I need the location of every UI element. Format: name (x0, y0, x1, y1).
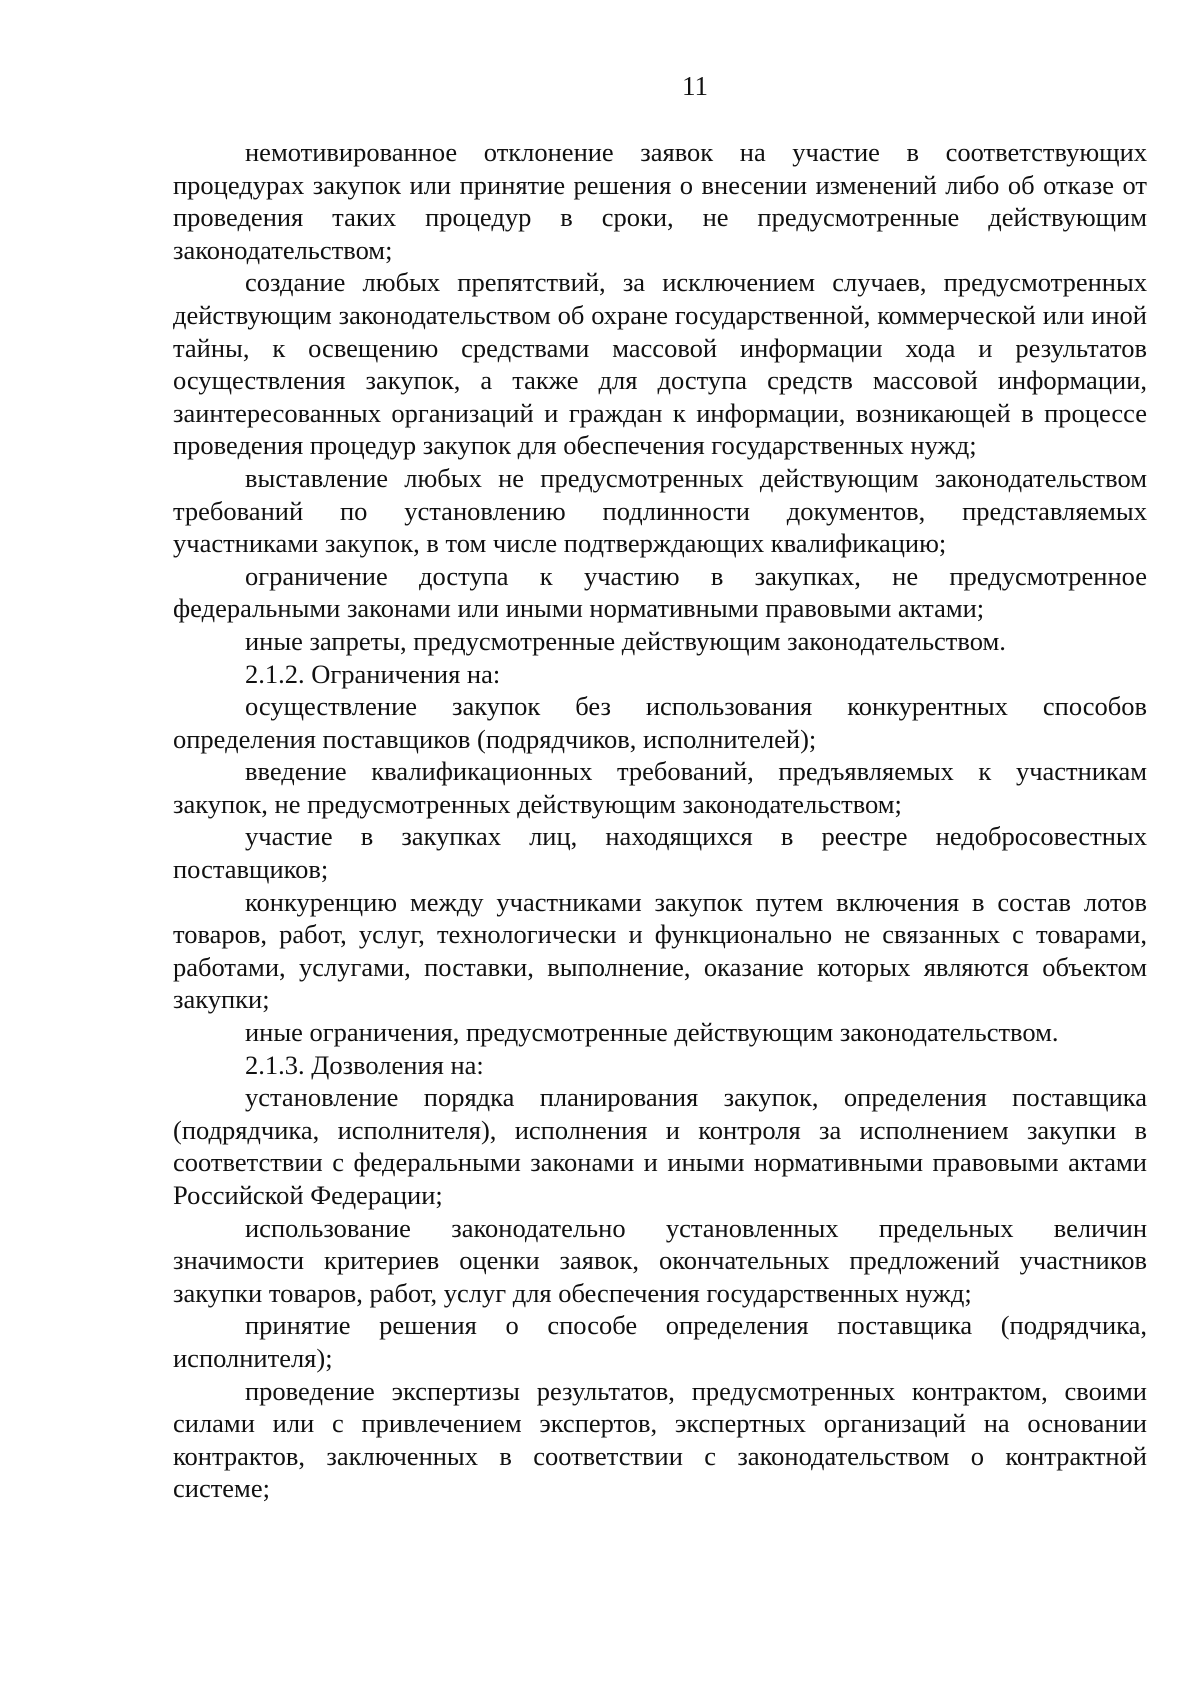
paragraph: проведение экспертизы результатов, предусмотренных контрактом, своими силами или с привлечением экспертов, экспертных организаций на основании контрактов, заключенных в соответствии с законодательством о контрактной системе; (173, 1375, 1147, 1504)
paragraph: использование законодательно установленных предельных величин значимости критериев оценки заявок, окончательных предложений участников закупки товаров, работ, услуг для обеспечения государственных нужд; (173, 1212, 1147, 1308)
paragraph: принятие решения о способе определения поставщика (подрядчика, исполнителя); (173, 1310, 1147, 1373)
paragraph: создание любых препятствий, за исключением случаев, предусмотренных действующим законодательством об охране государственной, коммерческой или иной тайны, к освещению средствами массовой информации хода и результатов осуществления закупок, а также для доступа средств массовой информации, заинтересованных организаций и граждан к информации, возникающей в процессе проведения процедур закупок для обеспечения государственных нужд; (173, 267, 1147, 461)
paragraph: осуществление закупок без использования конкурентных способов определения поставщиков (подрядчиков, исполнителей); (173, 691, 1147, 754)
paragraph: установление порядка планирования закупок, определения поставщика (подрядчика, исполнителя), исполнения и контроля за исполнением закупки в соответствии с федеральными законами и иными нормативными правовыми актами Российской Федерации; (173, 1082, 1147, 1210)
paragraph: иные запреты, предусмотренные действующим законодательством. (245, 625, 1006, 656)
paragraph: конкуренцию между участниками закупок путем включения в состав лотов товаров, работ, услуг, технологически и функционально не связанных с товарами, работами, услугами, поставки, выполнение, оказание которых являются объектом закупки; (173, 886, 1147, 1015)
paragraph: немотивированное отклонение заявок на участие в соответствующих процедурах закупок или принятие решения о внесении изменений либо об отказе от проведения таких процедур в сроки, не предусмотренные действующим законодательством; (173, 137, 1147, 265)
page-number: 11 (682, 71, 708, 101)
section-heading-2-1-2: 2.1.2. Ограничения на: (245, 658, 501, 689)
paragraph: введение квалификационных требований, предъявляемых к участникам закупок, не предусмотренных действующим законодательством; (173, 756, 1147, 819)
paragraph: иные ограничения, предусмотренные действующим законодательством. (245, 1017, 1059, 1048)
paragraph: участие в закупках лиц, находящихся в реестре недобросовестных поставщиков; (173, 821, 1147, 885)
paragraph: выставление любых не предусмотренных действующим законодательством требований по установлению подлинности документов, представляемых участниками закупок, в том числе подтверждающих квалификацию; (173, 462, 1147, 559)
document-body (173, 136, 1147, 1505)
section-heading-2-1-3: 2.1.3. Дозволения на: (245, 1049, 484, 1080)
paragraph: ограничение доступа к участию в закупках, не предусмотренное федеральными законами или иными нормативными правовыми актами; (173, 560, 1147, 624)
